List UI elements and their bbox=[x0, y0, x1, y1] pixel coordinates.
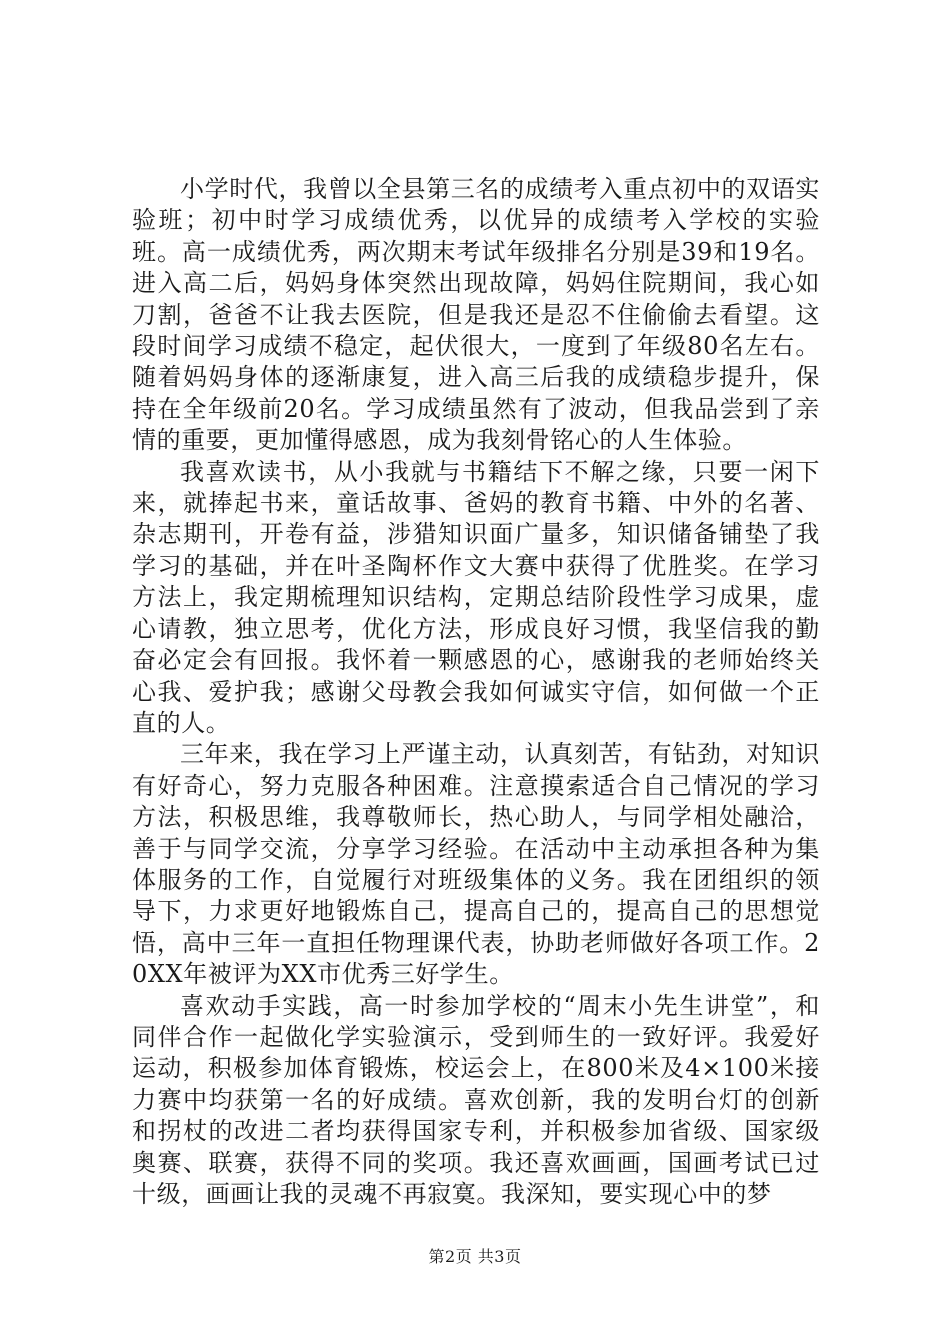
paragraph-4: 喜欢动手实践，高一时参加学校的“周末小先生讲堂”，和同伴合作一起做化学实验演示，受到师生的一致好评。我爱好运动，积极参加体育锻炼，校运会上，在800米及4×100米接力赛中均获第一名的好成绩。喜欢创新，我的发明台灯的创新和拐杖的改进二者均获得国家专利，并积极参加省级、国家级奥赛、联赛，获得不同的奖项。我还喜欢画画，国画考试已过十级，画画让我的灵魂不再寂寞。我深知，要实现心中的梦 bbox=[132, 991, 820, 1208]
paragraph-2: 我喜欢读书，从小我就与书籍结下不解之缘，只要一闲下来，就捧起书来，童话故事、爸妈的教育书籍、中外的名著、杂志期刊，开卷有益，涉猎知识面广量多，知识储备铺垫了我学习的基础，并在叶圣陶杯作文大赛中获得了优胜奖。在学习方法上，我定期梳理知识结构，定期总结阶段性学习成果，虚心请教，独立思考，优化方法，形成良好习惯，我坚信我的勤奋必定会有回报。我怀着一颗感恩的心，感谢我的老师始终关心我、爱护我；感谢父母教会我如何诚实守信，如何做一个正直的人。 bbox=[132, 457, 820, 737]
page-footer: 第2页 共3页 bbox=[428, 1247, 522, 1266]
document-body bbox=[132, 174, 820, 1210]
paragraph-3: 三年来，我在学习上严谨主动，认真刻苦，有钻劲，对知识有好奇心，努力克服各种困难。注意摸索适合自己情况的学习方法，积极思维，我尊敬师长，热心助人，与同学相处融洽，善于与同学交流，分享学习经验。在活动中主动承担各种为集体服务的工作，自觉履行对班级集体的义务。我在团组织的领导下，力求更好地锻炼自己，提高自己的，提高自己的思想觉悟，高中三年一直担任物理课代表，协助老师做好各项工作。20XX年被评为XX市优秀三好学生。 bbox=[132, 740, 820, 989]
paragraph-1: 小学时代，我曾以全县第三名的成绩考入重点初中的双语实验班；初中时学习成绩优秀，以优异的成绩考入学校的实验班。高一成绩优秀，两次期末考试年级排名分别是39和19名。进入高二后，妈妈身体突然出现故障，妈妈住院期间，我心如刀割，爸爸不让我去医院，但是我还是忍不住偷偷去看望。这段时间学习成绩不稳定，起伏很大，一度到了年级80名左右。随着妈妈身体的逐渐康复，进入高三后我的成绩稳步提升，保持在全年级前20名。学习成绩虽然有了波动，但我品尝到了亲情的重要，更加懂得感恩，成为我刻骨铭心的人生体验。 bbox=[132, 175, 820, 455]
